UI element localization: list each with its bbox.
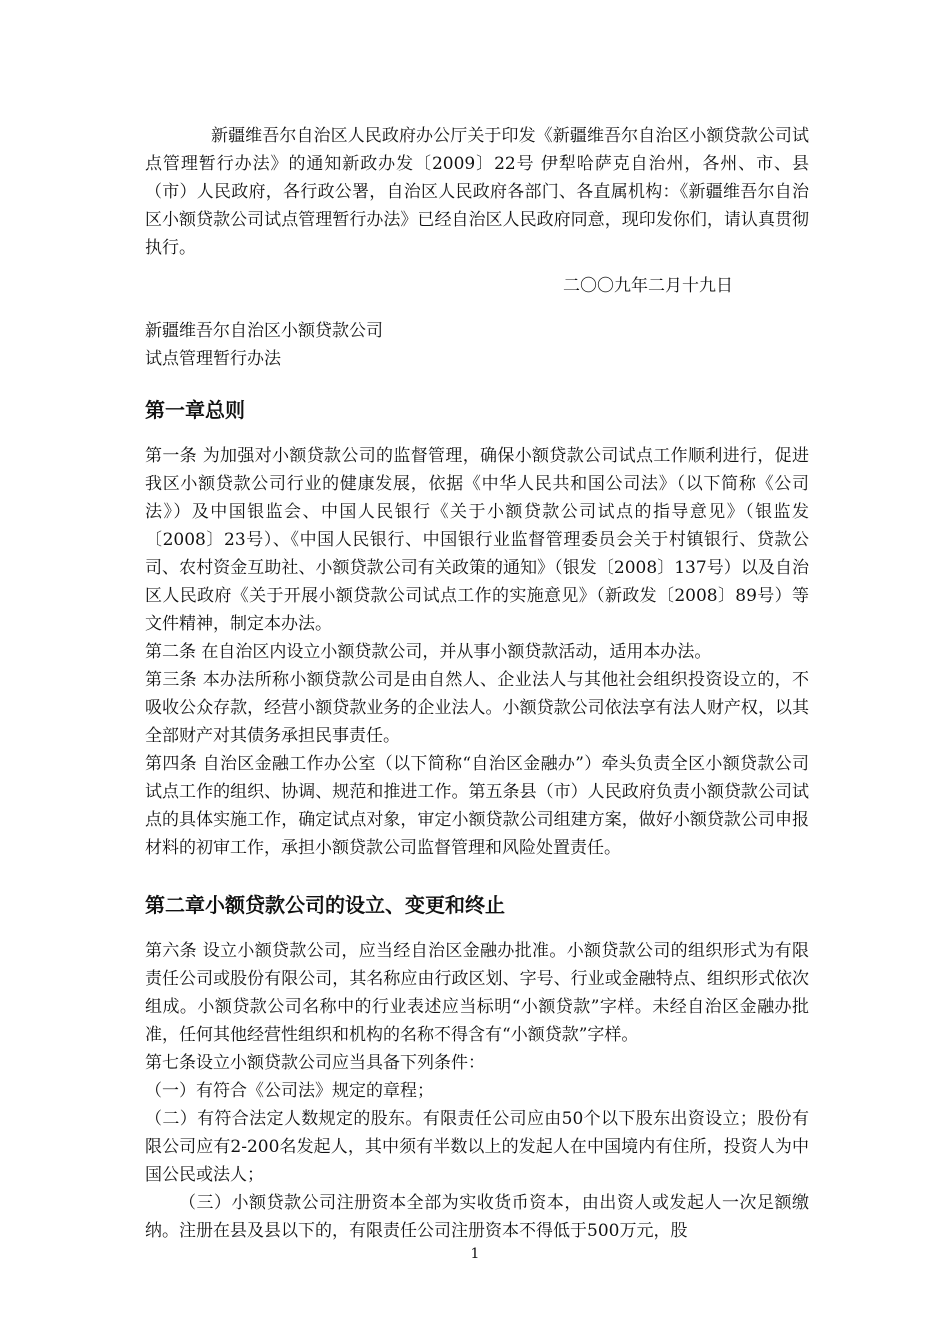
- document-title: [145, 317, 809, 373]
- article-3: 第三条 本办法所称小额贷款公司是由自然人、企业法人与其他社会组织投资设立的，不吸收公众存款，经营小额贷款业务的企业法人。小额贷款公司依法享有法人财产权，以其全部财产对其债务承担民事责任。: [145, 670, 809, 746]
- condition-3: （三）小额贷款公司注册资本全部为实收货币资本，由出资人或发起人一次足额缴纳。注册在县及县以下的，有限责任公司注册资本不得低于500万元，股: [145, 1193, 809, 1241]
- article-1: 第一条 为加强对小额贷款公司的监督管理，确保小额贷款公司试点工作顺利进行，促进我区小额贷款公司行业的健康发展，依据《中华人民共和国公司法》（以下简称《公司法》）及中国银监会、中国人民银行《关于小额贷款公司试点的指导意见》（银监发〔2008〕23号）、《中国人民银行、中国银行业监督管理委员会关于村镇银行、贷款公司、农村资金互助社、小额贷款公司有关政策的通知》（银发〔2008〕137号）以及自治区人民政府《关于开展小额贷款公司试点工作的实施意见》（新政发〔2008〕89号）等文件精神，制定本办法。: [145, 446, 809, 634]
- chapter-1-heading: 第一章总则: [145, 398, 245, 422]
- condition-2: （二）有符合法定人数规定的股东。有限责任公司应由50个以下股东出资设立；股份有限公司应有2-200名发起人，其中须有半数以上的发起人在中国境内有住所，投资人为中国公民或法人；: [145, 1109, 809, 1185]
- article-7: 第七条设立小额贷款公司应当具备下列条件：: [145, 1053, 485, 1073]
- article-2: 第二条 在自治区内设立小额贷款公司，并从事小额贷款活动，适用本办法。: [145, 642, 712, 662]
- article-6: 第六条 设立小额贷款公司，应当经自治区金融办批准。小额贷款公司的组织形式为有限责任公司或股份有限公司，其名称应由行政区划、字号、行业或金融特点、组织形式依次组成。小额贷款公司名称中的行业表述应当标明“小额贷款”字样。未经自治区金融办批准，任何其他经营性组织和机构的名称不得含有“小额贷款”字样。: [145, 941, 809, 1045]
- document-title-line1: 新疆维吾尔自治区小额贷款公司: [145, 321, 383, 341]
- document-title-line2: 试点管理暂行办法: [145, 349, 281, 369]
- condition-1: （一）有符合《公司法》规定的章程；: [145, 1081, 434, 1101]
- document-body: [145, 122, 809, 1245]
- intro-paragraph: 新疆维吾尔自治区人民政府办公厅关于印发《新疆维吾尔自治区小额贷款公司试点管理暂行办法》的通知新政办发〔2009〕22号 伊犁哈萨克自治州，各州、市、县（市）人民政府，各行政公署，自治区人民政府各部门、各直属机构：《新疆维吾尔自治区小额贷款公司试点管理暂行办法》已经自治区人民政府同意，现印发你们，请认真贯彻执行。: [145, 126, 809, 258]
- chapter-2-heading: 第二章小额贷款公司的设立、变更和终止: [145, 893, 505, 917]
- page-number: 1: [470, 1246, 480, 1262]
- article-4-5: 第四条 自治区金融工作办公室（以下简称“自治区金融办”）牵头负责全区小额贷款公司试点工作的组织、协调、规范和推进工作。第五条县（市）人民政府负责小额贷款公司试点的具体实施工作，确定试点对象，审定小额贷款公司组建方案，做好小额贷款公司申报材料的初审工作，承担小额贷款公司监督管理和风险处置责任。: [145, 754, 809, 858]
- issue-date: 二〇〇九年二月十九日: [563, 276, 733, 296]
